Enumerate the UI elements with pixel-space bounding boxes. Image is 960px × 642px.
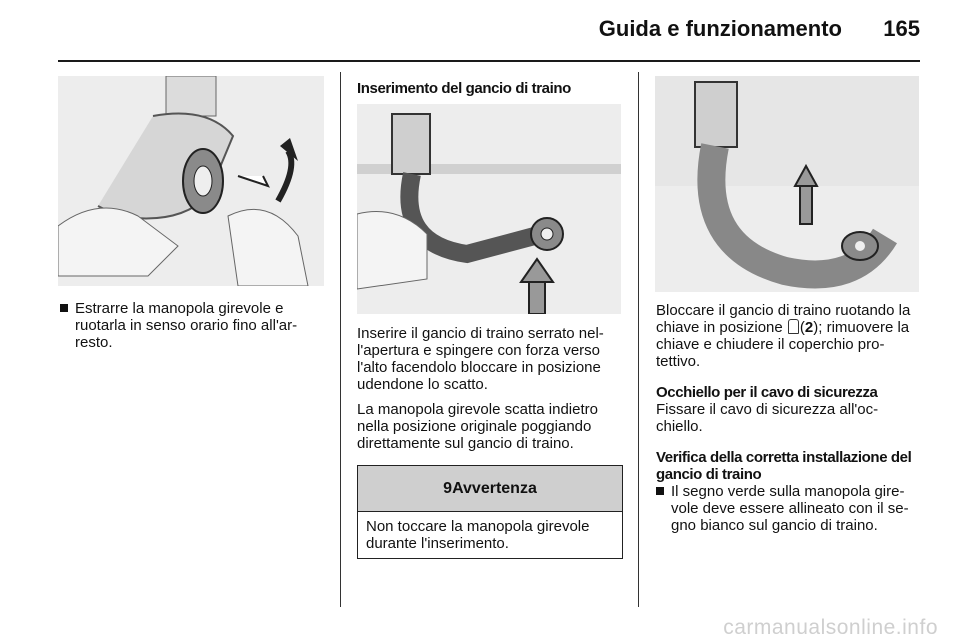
warning-icon: 9: [443, 480, 453, 497]
column-divider-left: [340, 72, 341, 607]
section-title: Guida e funzionamento: [598, 16, 842, 41]
warning-header: [358, 466, 622, 512]
col3-text: [656, 302, 924, 534]
subheading: Occhiello per il cavo di sicurezza: [656, 384, 878, 401]
bullet-text: Estrarre la manopola girevole e ruotarla in senso orario fino all'ar-resto.: [75, 300, 298, 351]
watermark: carmanualsonline.info: [723, 616, 938, 639]
col1-text: [60, 300, 328, 351]
paragraph: Inserire il gancio di traino serrato nel-l'apertura e spingere con forza verso l'alto facendolo bloccare in posizione udendone lo scatto.: [357, 325, 604, 393]
column-divider-right: [638, 72, 639, 607]
paragraph: La manopola girevole scatta indietro nella posizione originale poggiando direttamente sul gancio di traino.: [357, 401, 598, 452]
list-item: [656, 483, 924, 534]
para-start: Bloccare il gancio di traino ruotando la chiave in posizione: [656, 302, 911, 336]
warning-title: Avvertenza: [452, 480, 537, 497]
bullet-square: [60, 304, 68, 312]
header-rule: [58, 60, 920, 62]
illustration-hook-insert: [357, 104, 621, 314]
subheading: Verifica della corretta installazione del gancio di traino: [656, 449, 912, 483]
paragraph: Fissare il cavo di sicurezza all'oc-chiello.: [656, 401, 879, 435]
page-header: [0, 0, 960, 62]
col2-heading: Inserimento del gancio di traino: [357, 80, 571, 97]
key-position: 2: [804, 319, 814, 336]
list-item: [60, 300, 328, 351]
warning-text: Non toccare la manopola girevole durante l'inserimento.: [366, 518, 590, 552]
para-end: ); rimuovere la chiave e chiudere il coperchio pro-tettivo.: [656, 319, 910, 370]
illustration-knob-turn: [58, 76, 324, 286]
bullet-text: Il segno verde sulla manopola gire-vole deve essere allineato con il se-gno bianco sul gancio di traino.: [671, 483, 909, 534]
paragraph: Bloccare il gancio di traino ruotando la chiave in posizione (2); rimuovere la chiave e chiudere il coperchio pro-tettivo.: [656, 302, 911, 370]
col2-text: [357, 325, 627, 452]
key-icon: [788, 319, 799, 334]
bullet-square: [656, 487, 664, 495]
warning-box: [357, 465, 623, 559]
illustration-hook-lock: [655, 76, 919, 292]
page-number: 165: [883, 16, 920, 41]
